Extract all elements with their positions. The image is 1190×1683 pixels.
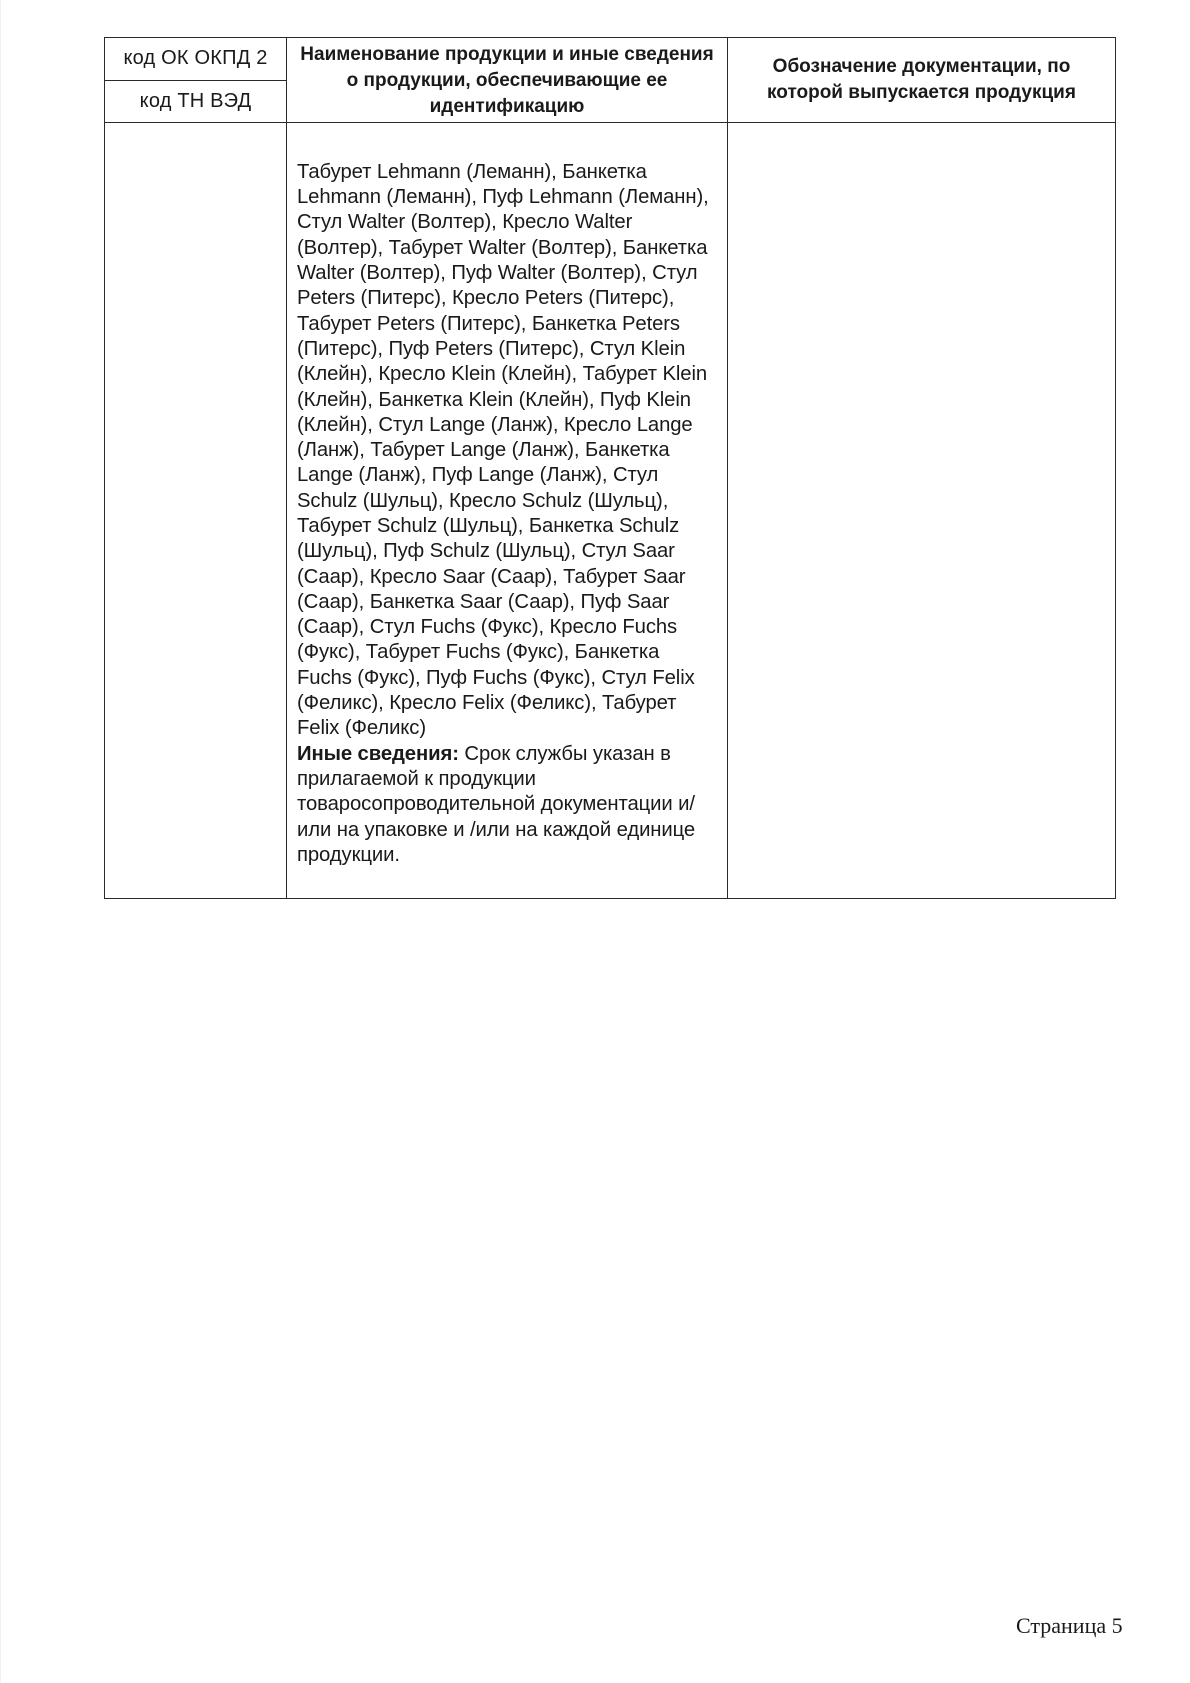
product-list-text: Табурет Lehmann (Леманн), Банкетка Lehmann (Леманн), Пуф Lehmann (Леманн), Стул Walter (Волтер), Кресло Walter (Волтер), Табурет Walter (Волтер), Банкетка Walter (Волтер), Пуф Walter (Волтер), Стул Peters (Питерс), Кресло Peters (Питерс), Табурет Peters (Питерс), Банкетка Peters (Питерс), Пуф Peters (Питерс), Стул Klein (Клейн), Кресло Klein (Клейн), Табурет Klein (Клейн), Банкетка Klein (Клейн), Пуф Klein (Клейн), Стул Lange (Ланж), Кресло Lange (Ланж), Табурет Lange (Ланж), Банкетка Lange (Ланж), Пуф Lange (Ланж), Стул Schulz (Шульц), Кресло Schulz (Шульц), Табурет Schulz (Шульц), Банкетка Schulz (Шульц), Пуф Schulz (Шульц), Стул Saar (Саар), Кресло Saar (Саар), Табурет Saar (Саар), Банкетка Saar (Саар), Пуф Saar (Саар), Стул Fuchs (Фукс), Кресло Fuchs (Фукс), Табурет Fuchs (Фукс), Банкетка Fuchs (Фукс), Пуф Fuchs (Фукс), Стул Felix (Феликс), Кресло Felix (Феликс), Табурет Felix (Феликс) <box>297 160 709 740</box>
header-product-name: Наименование продукции и иные сведения о продукции, обеспечивающие ее идентификацию <box>287 38 728 123</box>
table-row <box>105 123 1116 899</box>
header-code-okpd: код ОК ОКПД 2 <box>105 38 287 81</box>
other-info-label: Иные сведения: <box>297 742 459 765</box>
product-table <box>104 37 1116 899</box>
cell-code <box>105 123 287 899</box>
cell-product-description <box>287 123 728 899</box>
table-header-row <box>105 38 1116 81</box>
cell-documentation <box>728 123 1116 899</box>
header-documentation: Обозначение документации, по которой выпускается продукция <box>728 38 1116 123</box>
other-info-text: Срок службы указан в прилагаемой к продукции товаросопроводительной документации и/или на упаковке и /или на каждой единице продукции. <box>297 742 696 866</box>
page-number: Страница 5 <box>1016 1613 1123 1638</box>
header-code-tnved: код ТН ВЭД <box>105 80 287 123</box>
